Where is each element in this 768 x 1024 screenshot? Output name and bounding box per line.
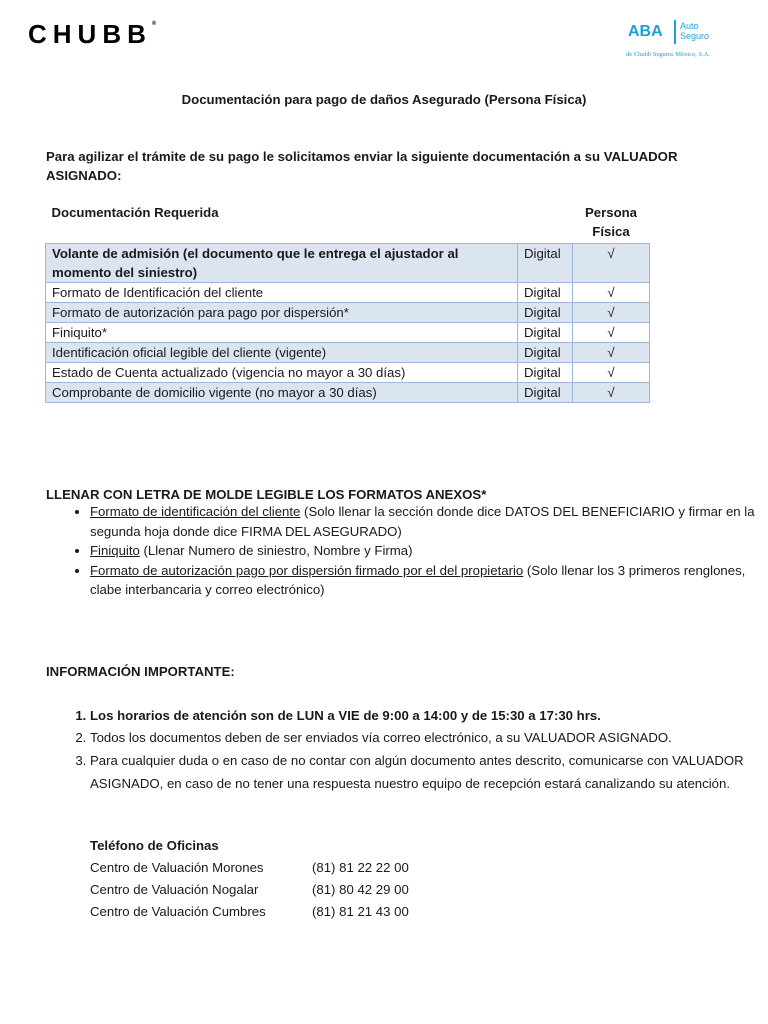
anexo-text: (Solo llenar los 3 primeros renglones, clabe interbancaria y correo electrónico)	[90, 562, 746, 597]
row-doc-name: Comprobante de domicilio vigente (no mayor a 30 días)	[46, 383, 518, 403]
row-format: Digital	[518, 383, 573, 403]
table-row	[90, 857, 409, 879]
info-list	[46, 705, 768, 796]
col-header-doc: Documentación Requerida	[51, 205, 219, 220]
col-header-format	[518, 203, 573, 244]
info-title: INFORMACIÓN IMPORTANTE:	[46, 664, 235, 679]
row-check: √	[573, 343, 650, 363]
center-phone: (81) 81 21 43 00	[312, 904, 409, 919]
center-name: Centro de Valuación Morones	[90, 860, 264, 875]
center-name: Centro de Valuación Nogalar	[90, 882, 259, 897]
table-row	[46, 383, 650, 403]
row-format: Digital	[518, 323, 573, 343]
aba-logo-side	[680, 21, 709, 41]
table-row	[90, 901, 409, 923]
table-row	[46, 283, 650, 303]
chubb-logo	[28, 21, 156, 47]
row-doc-name: Finiquito*	[46, 323, 518, 343]
phones-title: Teléfono de Oficinas	[90, 838, 219, 853]
row-check: √	[573, 303, 650, 323]
row-format: Digital	[518, 283, 573, 303]
table-row	[46, 303, 650, 323]
table-header-row	[46, 203, 650, 244]
row-check: √	[573, 363, 650, 383]
row-format: Digital	[518, 244, 573, 283]
center-phone: (81) 81 22 22 00	[312, 860, 409, 875]
row-check: √	[573, 283, 650, 303]
aba-logo-text: ABA	[628, 23, 663, 40]
center-phone: (81) 80 42 29 00	[312, 882, 409, 897]
intro-paragraph: Para agilizar el trámite de su pago le solicitamos enviar la siguiente documentación a su VALUADOR ASIGNADO:	[46, 149, 678, 184]
aba-side-line1: Auto	[680, 21, 699, 31]
center-name: Centro de Valuación Cumbres	[90, 904, 266, 919]
row-doc-name: Formato de autorización para pago por dispersión*	[46, 303, 518, 323]
aba-logo	[626, 20, 736, 62]
table-row	[46, 363, 650, 383]
row-format: Digital	[518, 363, 573, 383]
anexo-link-dispersion[interactable]: Formato de autorización pago por dispersión firmado por el del propietario	[90, 562, 524, 578]
row-check: √	[573, 244, 650, 283]
row-format: Digital	[518, 303, 573, 323]
table-row	[46, 343, 650, 363]
row-doc-name: Estado de Cuenta actualizado (vigencia no mayor a 30 días)	[46, 363, 518, 383]
phones-table	[90, 857, 409, 923]
list-item	[90, 502, 768, 541]
row-doc-name: Identificación oficial legible del cliente (vigente)	[46, 343, 518, 363]
anexos-list	[46, 502, 768, 600]
chubb-registered-mark: ®	[151, 21, 157, 27]
table-row	[90, 879, 409, 901]
list-item	[90, 541, 768, 561]
anexo-link-identificacion[interactable]: Formato de identificación del cliente	[90, 504, 301, 519]
list-item: 2. Todos los documentos deben de ser enviados vía correo electrónico, a su VALUADOR ASIGNADO.	[90, 727, 768, 748]
required-docs-table	[45, 203, 650, 403]
chubb-logo-text: CHUBB	[28, 19, 152, 49]
row-format: Digital	[518, 343, 573, 363]
table-row	[46, 323, 650, 343]
list-item: 1. Los horarios de atención son de LUN a VIE de 9:00 a 14:00 y de 15:30 a 17:30 hrs.	[90, 705, 768, 726]
col-header-line2: Física	[592, 224, 630, 240]
anexo-text: (Solo llenar la sección donde dice DATOS DEL BENEFICIARIO y firmar en la segunda hoja donde dice FIRMA DEL ASEGURADO)	[90, 504, 755, 539]
document-title: Documentación para pago de daños Asegurado (Persona Física)	[181, 92, 587, 107]
anexo-text: (Llenar Numero de siniestro, Nombre y Firma)	[139, 543, 413, 558]
list-item: 3. Para cualquier duda o en caso de no contar con algún documento antes descrito, comunicarse con VALUADOR ASIGNADO, en caso de no tener una respuesta nuestro equipo de recepción estará canalizando su atención.	[90, 749, 768, 795]
aba-side-line2: Seguro	[680, 31, 710, 41]
col-header-line1: Persona	[584, 205, 638, 220]
list-item	[90, 561, 768, 600]
row-doc-name: Volante de admisión (el documento que le entrega el ajustador al momento del siniestro)	[46, 244, 518, 283]
col-header-persona-fisica	[573, 203, 650, 244]
anexos-title: LLENAR CON LETRA DE MOLDE LEGIBLE LOS FORMATOS ANEXOS*	[46, 487, 487, 502]
table-row	[46, 244, 650, 283]
aba-logo-divider	[674, 20, 676, 44]
row-doc-name: Formato de Identificación del cliente	[46, 283, 518, 303]
aba-logo-subtitle: de Chubb Seguros México, S.A.	[626, 51, 710, 58]
row-check: √	[573, 323, 650, 343]
anexo-link-finiquito[interactable]: Finiquito	[90, 543, 140, 558]
row-check: √	[573, 383, 650, 403]
